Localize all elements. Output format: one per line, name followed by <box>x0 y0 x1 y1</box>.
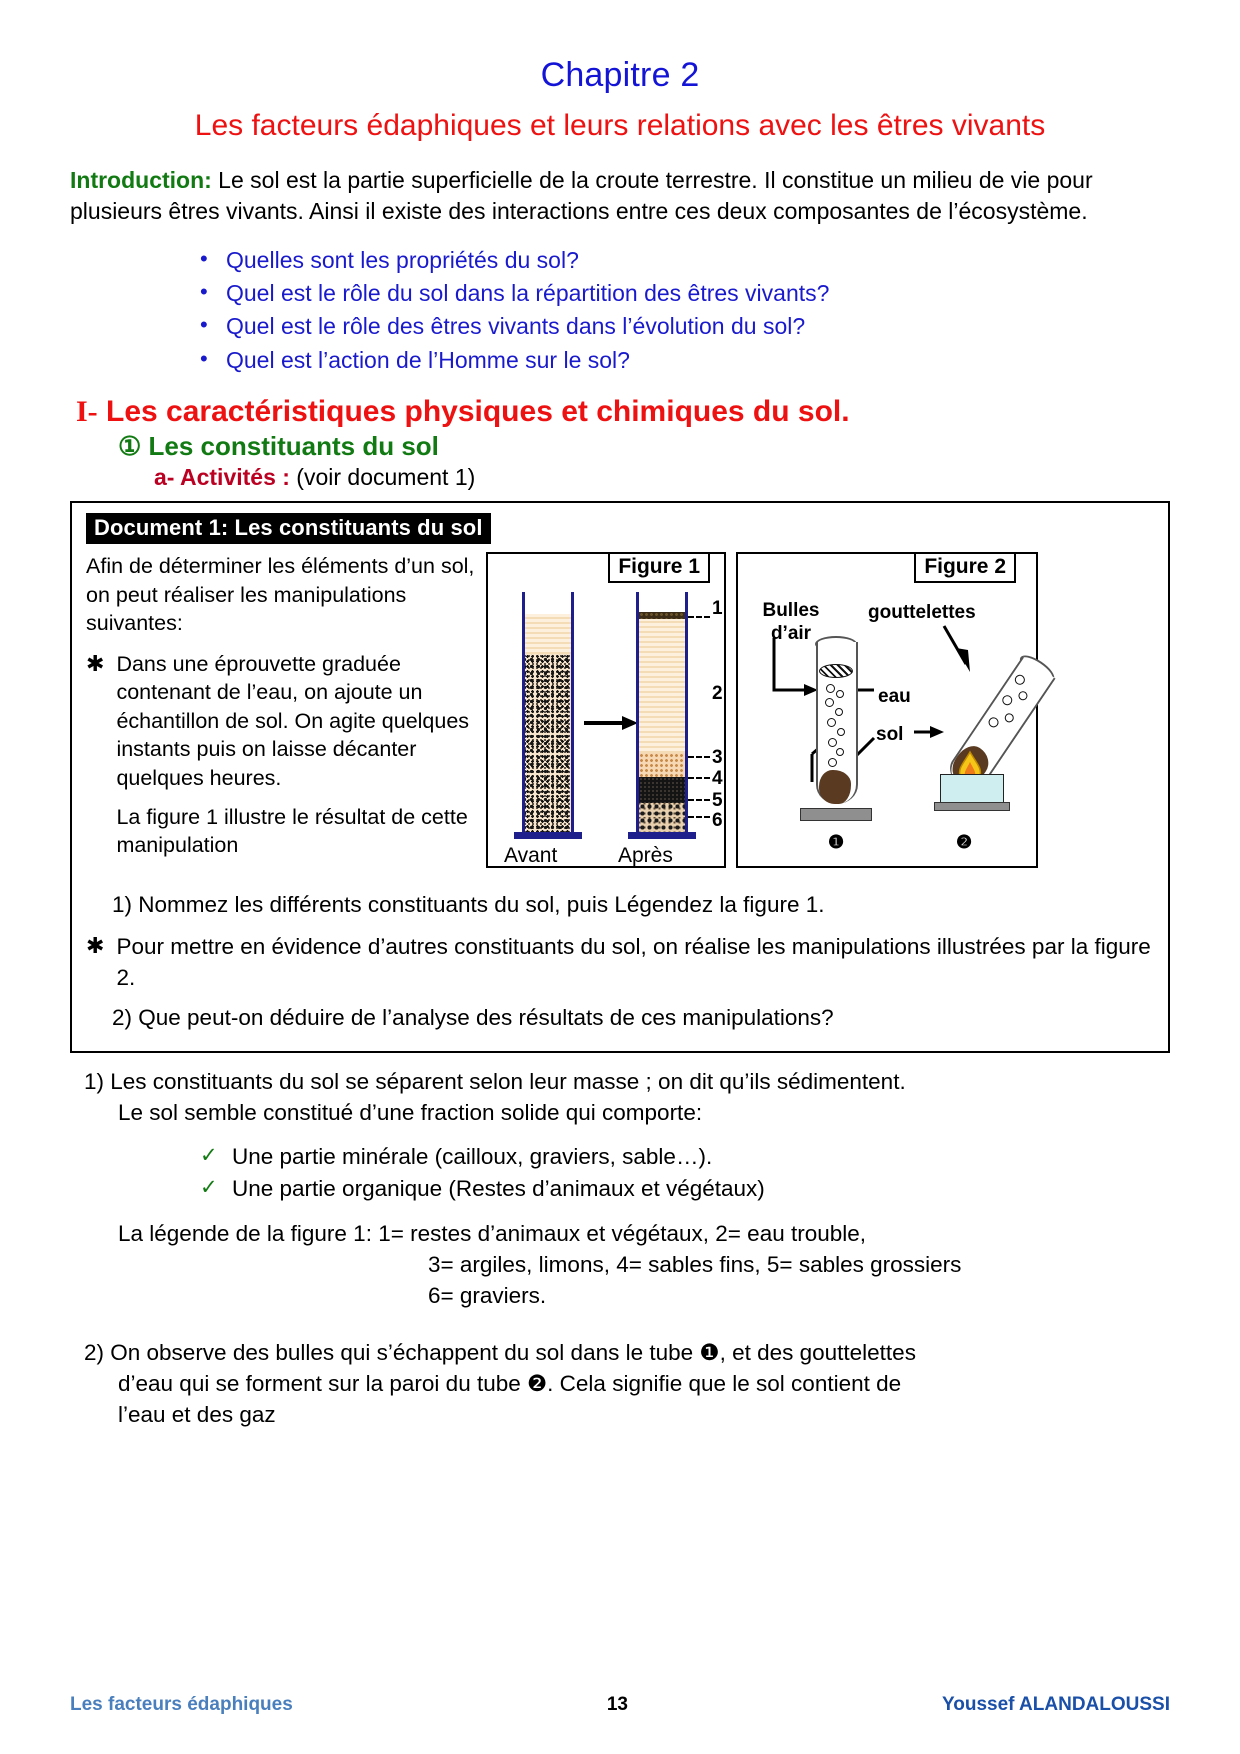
answer-2-line-2: d’eau qui se forment sur la paroi du tube ❷. Cela signifie que le sol contient de <box>118 1370 902 1396</box>
figure-1-number-5: 5 <box>712 789 723 811</box>
leader-line-3 <box>688 756 710 758</box>
after-fine-sand-layer <box>639 777 685 803</box>
leader-line-1 <box>688 616 710 618</box>
bubbles-label-line-1: Bulles <box>762 599 820 621</box>
legend-line-2: 3= argiles, limons, 4= sables fins, 5= sables grossiers <box>428 1251 962 1277</box>
activity-heading <box>70 464 1170 491</box>
air-bubble <box>825 698 834 707</box>
page-number: 13 <box>606 1694 628 1715</box>
air-bubble <box>827 718 836 727</box>
transformation-arrow-icon <box>584 716 638 728</box>
answer-2 <box>84 1337 1170 1430</box>
air-bubble <box>828 758 837 767</box>
chapter-heading: Chapitre 2 <box>540 56 700 94</box>
footer-left-text: Les facteurs édaphiques <box>70 1694 293 1715</box>
document-bullet-1-p2: La figure 1 illustre le résultat de cette manipulation <box>116 804 468 858</box>
document-question-1: 1) Nommez les différents constituants du sol, puis Légendez la figure 1. <box>112 891 825 917</box>
document-question-2: 2) Que peut-on déduire de l’analyse des résultats de ces manipulations? <box>112 1004 834 1030</box>
document-lead-text: Afin de déterminer les éléments d’un sol, on peut réaliser les manipulations suivantes: <box>86 553 475 636</box>
air-bubble <box>828 738 837 747</box>
air-bubble <box>826 684 835 693</box>
bubbles-label-line-2: d’air <box>770 622 812 644</box>
after-clay-silt-layer <box>639 753 685 777</box>
introduction-paragraph <box>70 165 1170 228</box>
introduction-text: Le sol est la partie superficielle de la croute terrestre. Il constitue un milieu de vie pour plusieurs êtres vivants. Ainsi il existe des interactions entre ces deux composantes de l’écosystème. <box>70 167 1093 225</box>
answer-1 <box>70 1067 1170 1128</box>
before-mixture-layer <box>525 654 571 832</box>
answer-1-line-2: Le sol semble constitué d’une fraction solide qui comporte: <box>118 1099 703 1125</box>
document-text-column <box>86 552 476 876</box>
tube-after <box>636 592 688 832</box>
leader-line-5 <box>688 799 710 801</box>
figure-1-number-3: 3 <box>712 746 723 768</box>
air-bubble <box>837 728 845 736</box>
tube-wall-left <box>636 592 639 832</box>
figure-2-panel <box>736 552 1038 868</box>
air-bubble <box>836 748 844 756</box>
list-item: • Quel est le rôle des êtres vivants dans l’évolution du sol? <box>198 310 1170 343</box>
document-bullet-1-body <box>116 650 476 870</box>
subsection-number: ① <box>118 430 142 461</box>
tube-wall-right <box>571 592 574 832</box>
test-tube-upright <box>816 642 854 804</box>
before-water-layer <box>525 614 571 654</box>
figure-2-tag: Figure 2 <box>914 552 1016 583</box>
subsection-heading-1 <box>70 431 1170 462</box>
figure-1-label-before: Avant <box>504 843 558 867</box>
star-icon: ✱ <box>86 650 105 676</box>
list-item: • Quel est le rôle du sol dans la répartition des êtres vivants? <box>198 277 1170 310</box>
figure-1-number-6: 6 <box>712 809 723 831</box>
answer-2-line-3: l’eau et des gaz <box>118 1402 276 1428</box>
leader-line-4 <box>688 777 710 779</box>
list-item: ✓ Une partie minérale (cailloux, graviers, sable…). <box>200 1141 1170 1174</box>
tube-wall-right <box>685 592 688 832</box>
beaker <box>940 774 1004 804</box>
tube-base <box>514 832 582 839</box>
document-box <box>70 501 1170 1053</box>
figure-2-drawing <box>738 586 1036 868</box>
introduction-label: Introduction: <box>70 167 212 193</box>
section-heading-text: Les caractéristiques physiques et chimiques du sol. <box>97 394 850 428</box>
star-icon: ✱ <box>86 933 105 959</box>
activity-label: a- Activités : <box>154 463 290 490</box>
document-content-row <box>86 552 1154 876</box>
legend-line-3: 6= graviers. <box>428 1282 547 1308</box>
figure-2-label-water: eau <box>878 685 911 707</box>
document-bullet-2 <box>86 932 1154 993</box>
figure-2-label-droplets: gouttelettes <box>868 601 976 623</box>
tube-base <box>628 832 696 839</box>
document-box-header: Document 1: Les constituants du sol <box>86 513 491 544</box>
after-turbid-water-layer <box>639 619 685 753</box>
question-list <box>70 244 1170 377</box>
document-bullet-1-p1: Dans une éprouvette graduée contenant de l’eau, on ajoute un échantillon de sol. On agite quelques instants puis on laisse décanter quelques heures. <box>116 651 470 791</box>
figure-1-drawing <box>488 588 724 866</box>
figure-1-panel <box>486 552 726 868</box>
beaker-stand <box>934 802 1010 811</box>
figure-1-number-1: 1 <box>712 597 723 619</box>
answer-1-check-list <box>70 1141 1170 1206</box>
answer-2-line-1: 2) On observe des bulles qui s’échappent du sol dans le tube ❶, et des gouttelettes <box>84 1339 916 1365</box>
figure-1-tag: Figure 1 <box>608 552 710 583</box>
document-bullet-1 <box>86 650 476 870</box>
figure-1-number-4: 4 <box>712 767 723 789</box>
answer-1-line-1: 1) Les constituants du sol se séparent selon leur masse ; on dit qu’ils sédimentent. <box>84 1069 906 1095</box>
after-gravel-layer <box>639 817 685 832</box>
section-heading-1 <box>70 395 1170 429</box>
figure-1-label-after: Après <box>618 843 673 867</box>
page-title: Les facteurs édaphiques et leurs relations avec les êtres vivants <box>194 109 1046 142</box>
tube-stand-base-1 <box>800 808 872 821</box>
after-organic-layer <box>639 612 685 619</box>
air-bubble <box>835 708 843 716</box>
figure-1-legend-text <box>118 1218 1170 1311</box>
figure-1-number-2: 2 <box>712 682 723 704</box>
tube-before <box>522 592 574 832</box>
list-item: ✓ Une partie organique (Restes d’animaux et végétaux) <box>200 1173 1170 1206</box>
activity-reference: (voir document 1) <box>289 463 476 490</box>
list-item: • Quelles sont les propriétés du sol? <box>198 244 1170 277</box>
air-bubble <box>836 690 844 698</box>
figure-2-experiment-number-2: ❷ <box>956 831 973 852</box>
document-bullet-2-body: Pour mettre en évidence d’autres constituants du sol, on réalise les manipulations illustrées par la figure 2. <box>116 934 1151 990</box>
section-number: I- <box>76 394 98 428</box>
list-item: • Quel est l’action de l’Homme sur le sol? <box>198 344 1170 377</box>
footer-author: Youssef ALANDALOUSSI <box>941 1694 1170 1715</box>
page-footer <box>70 1694 1170 1716</box>
figure-2-experiment-number-1: ❶ <box>828 831 845 852</box>
tube-wall-left <box>522 592 525 832</box>
water-surface-hatch <box>819 664 853 678</box>
soil-sample <box>819 770 851 804</box>
after-coarse-sand-layer <box>639 803 685 817</box>
figure-2-label-soil: sol <box>876 723 904 745</box>
legend-line-1: La légende de la figure 1: 1= restes d’animaux et végétaux, 2= eau trouble, <box>118 1220 867 1246</box>
leader-line-6 <box>688 816 710 818</box>
test-tube-tilted-group <box>926 640 1036 810</box>
subsection-heading-text: Les constituants du sol <box>141 430 439 461</box>
